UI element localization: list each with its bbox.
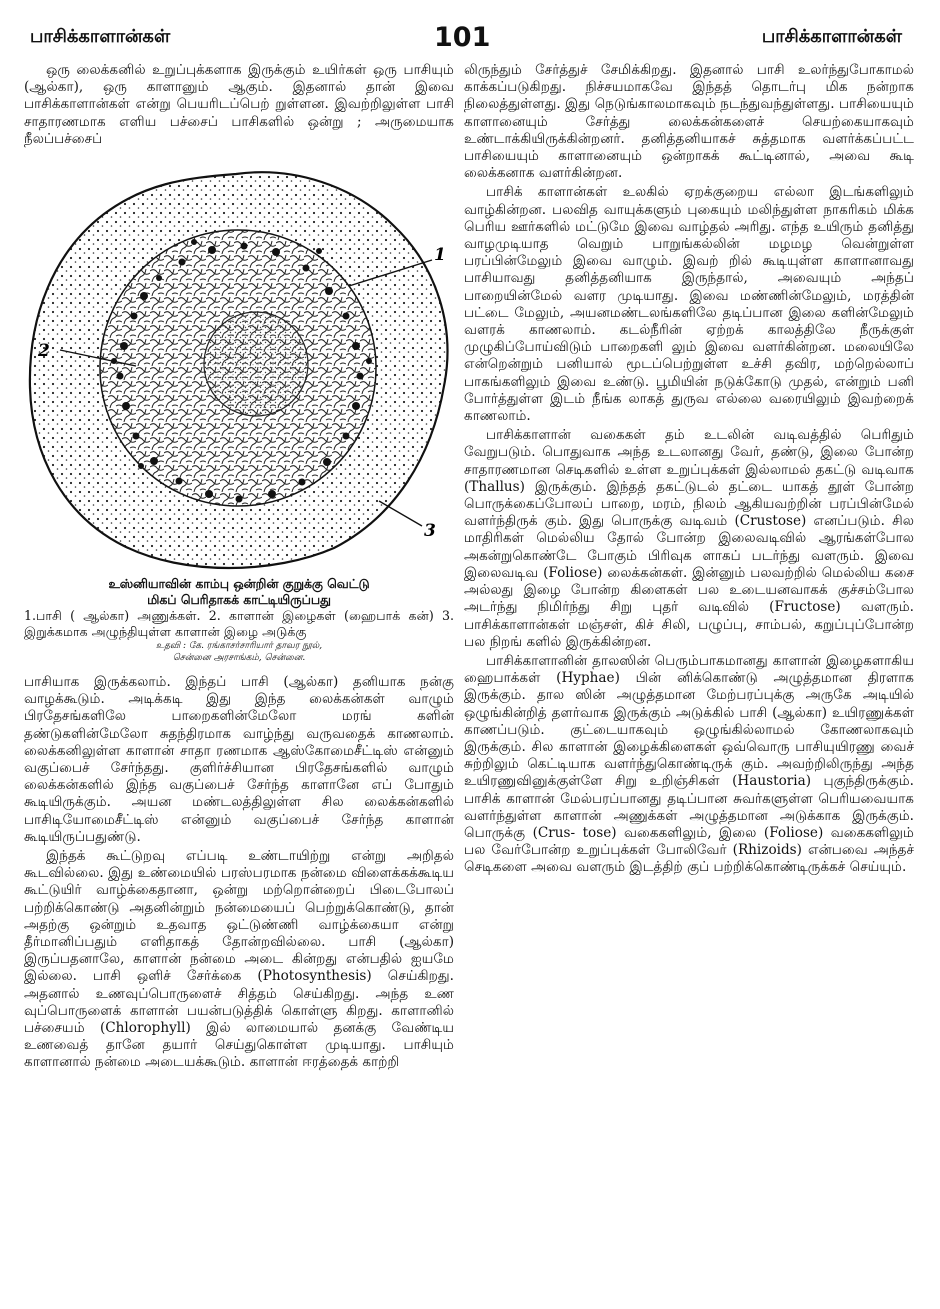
credit-line-1: உதவி : கே. ரங்காசர்சாரியார் தாவர நூல், (155, 641, 323, 652)
right-paragraph-0: லிருந்தும் சேர்த்துச் சேமிக்கிறது. இதனால் பாசி உலர்ந்துபோகாமல் காக்கப்படுகிறது. நிச்சயமாகவே இந்தத் தொடர்பு மிக நன்றாக நிலைத்துள்ளது. இது நெடுங்காலமாகவும் நடந்துவந்துள்ளது. பாசியையும் காளானையும் சேர்த்து லைக்கன்களைச் செயற்கையாகவும் உண்டாக்கியிருக்கின்றனர். தனித்தனியாகச் சுத்தமாக வளர்க்கப்பட்ட பாசியையும் காளானையும் ஒன்றாகக் கூட்டினால், அவை கூடி லைக்கனாக வளர்கின்றன. (464, 62, 914, 182)
caption-line-1: உஸ்னியாவின் காம்பு ஒன்றின் குறுக்கு வெட்டு (108, 576, 370, 592)
right-paragraph-1: பாசிக் காளான்கள் உலகில் ஏறக்குறைய எல்லா இடங்களிலும் வாழ்கின்றன. பலவித வாயுக்களும் புகையும் மலிந்துள்ள நாகரிகம் மிக்க பெரிய ஊர்களில் மட்டுமே இவை வாழ்தல் அரிது. எந்த உயிரும் தனித்து வாழமுடியாத வெறும் பாறுங்கல்லின் மழமழ வென்றுள்ள பரப்பின்மேலும் இவை வாழும். இவற் றில் கூடியுள்ள காளானாவது பாசியாவது தனித்தனியாக இருந்தால், அவையும் அந்தப் பாறையின்மேல் வளர முடியாது. இவை மண்ணின்மேலும், மரத்தின் பட்டை மேலும், அயனமண்டலங்களிலே தடிப்பான இலை களின்மேலும் வளரக் காணலாம். கடல்நீரின் ஏற்றக் காலத்திலே நீருக்குள் முழுகிப்போய்விடும் பாறைகளி லும் இவை வளர்கின்றன. மலையிலே என்றென்றும் பனியால் மூடப்பெற்றுள்ள உச்சி தவிர, மற்றெல்லாப் பாகங்களிலும் இவை உண்டு. பூமியின் நடுக்கோடு முதல், என்றும் பனி போர்த்துள்ள இடம் நீங்க லாகத் துருவ எல்லை வரையிலும் இவற்றைக் காணலாம். (464, 184, 914, 425)
intro-paragraph: ஒரு லைக்கனில் உறுப்புக்களாக இருக்கும் உயிர்கள் ஒரு பாசியும் (ஆல்கா), ஒரு காளானும் ஆகும். இதனால் தான் இவை பாசிக்காளான்கள் என்று பெயரிடப்பெற் றுள்ளன. இவற்றிலுள்ள பாசி சாதாரணமாக எளிய பச்சைப் பாசிகளில் ஒன்று ; அருமையாக நீலப்பச்சைப் (24, 62, 454, 147)
right-column (464, 62, 914, 1292)
caption-line-2: மிகப் பெரிதாகக் காட்டியிருப்பது (147, 592, 331, 608)
right-paragraph-2: பாசிக்காளான் வகைகள் தம் உடலின் வடிவத்தில் பெரிதும் வேறுபடும். பொதுவாக அந்த உடலானது வேர், தண்டு, இலை போன்ற சாதாரணமான செடிகளில் உள்ள உறுப்புக்கள் இல்லாமல் தகட்டு வடிவாக (Thallus) இருக்கும். இந்தத் தகட்டுடல் தட்டை யாகத் தூள் போன்ற பொருக்கைப்போலப் பாறை, மரம், நிலம் ஆகியவற்றின் பரப்பின்மேல் வளர்ந்திருக் கும். இது பொருக்கு வடிவம் (Crustose) எனப்படும். சில மாதிரிகள் மெல்லிய தோல் போன்ற இலைவடிவில் ஆரங்கள்போல அகன்றுகொண்டே போகும் பிரிவுக ளாகப் படர்ந்து வளரும். இவை இலைவடிவ (Foliose) லைக்கன்கள். இன்னும் பலவற்றில் மெல்லிய கசை அல்லது இழை போன்ற கிளைகள் பல உடையனவாகக் குச்சம்போல அடர்ந்து நிமிர்ந்து சிறு புதர் வடிவில் (Fructose) வளரும். பாசிக்காளான்கள் மஞ்சள், கிச் சிலி, பழுப்பு, சாம்பல், கறுப்புப்போன்ற பல நிறங் களில் இருக்கின்றன. (464, 427, 914, 650)
label-1: 1 (434, 245, 446, 266)
figure-caption (24, 576, 454, 608)
label-3: 3 (424, 521, 436, 542)
left-paragraph-1: பாசியாக இருக்கலாம். இந்தப் பாசி (ஆல்கா) தனியாக நன்கு வாழக்கூடும். அடிக்கடி இது இந்த லைக்கன்கள் வாழும் பிரதேசங்களிலே பாறைகளின்மேலோ மரங் களின் தண்டுகளின்மேலோ சுதந்திரமாக வாழ்ந்து வருவதைக் காணலாம். லைக்கனிலுள்ள காளான் சாதா ரணமாக ஆஸ்கோமைசீட்டிஸ் என்னும் வகுப்பைச் சேர்ந்தது. குளிர்ச்சியான பிரதேசங்களில் வாழும் லைக்கன்களில் இந்த வகுப்பைச் சேர்ந்த காளானே எப் போதும் கூடியிருக்கும். அயன மண்டலத்திலுள்ள சில லைக்கன்களில் பாசிடியோமைசீட்டிஸ் என்னும் வகுப்பைச் சேர்ந்த காளான் கூடியிருப்பதுண்டு. (24, 674, 454, 845)
label-2: 2 (38, 341, 50, 362)
left-column (24, 62, 454, 1292)
right-paragraph-3: பாசிக்காளானின் தாலஸின் பெரும்பாகமானது காளான் இழைகளாகிய ஹைபாக்கள் (Hyphae) பின் னிக்கொண்டு அழுத்தமான திரளாக இருக்கும். தால ஸின் அழுத்தமான மேற்பரப்புக்கு அருகே அடியில் ஒழுங்கின்றித் தளர்வாக இருக்கும் அடுக்கில் பாசி (ஆல்கா) உயிரணுக்கள் காணப்படும். குட்டையாகவும் ஒழுங்கில்லாமல் கோணலாகவும் இருக்கும். சில காளான் இழைக்கிளைகள் ஒவ்வொரு பாசியுயிரணு வைச் சுற்றிலும் கெட்டியாக வளர்ந்துகொண்டிருக் கும். அவற்றிலிருந்து அந்த உயிரணுவினுக்குள்ளே சிறு உறிஞ்சிகள் (Haustoria) புகுந்திருக்கும். பாசிக் காளான் மேல்பரப்பானது தடிப்பான சுவர்களுள்ள பெரியவையாக வளர்ந்துள்ள காளான் அணுக்கள் அழுத்தமான அடுக்காக இருக்கும். பொருக்கு (Crus- tose) வகைகளிலும், இலை (Foliose) வகைகளிலும் பல வேர்போன்ற உறுப்புக்கள் போலிவேர் (Rhizoids) என்பவை அந்தச் செடிகளை அவை வளரும் இடத்திற் குப் பற்றிக்கொண்டிருக்கச் செய்யும். (464, 652, 914, 876)
page-number: 101 (434, 22, 491, 53)
figure-legend: 1.பாசி ( ஆல்கா) அணுக்கள். 2. காளான் இழைகள் (ஹைபாக் கன்) 3. இறுக்கமாக அழுந்தியுள்ள காளான் இழை அடுக்கு (24, 608, 454, 640)
lichen-cross-section-figure (24, 156, 454, 664)
page-header (24, 22, 916, 56)
medulla-core (204, 312, 308, 416)
running-title-right: பாசிக்காளான்கள் (761, 26, 902, 47)
credit-line-2: சென்னை அரசாங்கம், சென்னை. (172, 653, 306, 664)
text-columns (24, 62, 916, 1292)
running-title-left: பாசிக்காளான்கள் (30, 26, 171, 47)
figure-credit (24, 640, 454, 664)
left-paragraph-2: இந்தக் கூட்டுறவு எப்படி உண்டாயிற்று என்று அறிதல் கூடவில்லை. இது உண்மையில் பரஸ்பரமாக நன்மை விளைக்கக்கூடிய கூட்டுயிர் வாழ்க்கைதானா, ஒன்று மற்றொன்றைப் பிடைபோலப் பற்றிக்கொண்டு அதனின்றும் நன்மையைப் பெற்றுக்கொண்டு, தான் அதற்கு ஒன்றும் உதவாத ஒட்டுண்ணி வாழ்க்கையா என்று தீர்மானிப்பதும் எளிதாகத் தோன்றவில்லை. பாசி (ஆல்கா) இருப்பதனாலே, காளான் நன்மை அடை கின்றது என்பதில் ஐயமே இல்லை. பாசி ஒளிச் சேர்க்கை (Photosynthesis) செய்கிறது. அதனால் உணவுப்பொருளைச் சித்தம் செய்கிறது. அந்த உண வுப்பொருளைக் காளான் பயன்படுத்திக் கொள்ளு கிறது. காளானில் பச்சையம் (Chlorophyll) இல் லாமையால் தனக்கு வேண்டிய உணவைத் தானே தயார் செய்துகொள்ள முடியாது. பாசியும் காளானால் நன்மை அடையக்கூடும். காளான் ஈரத்தைக் காற்றி (24, 848, 454, 1071)
lichen-cross-section-illustration (24, 156, 454, 576)
